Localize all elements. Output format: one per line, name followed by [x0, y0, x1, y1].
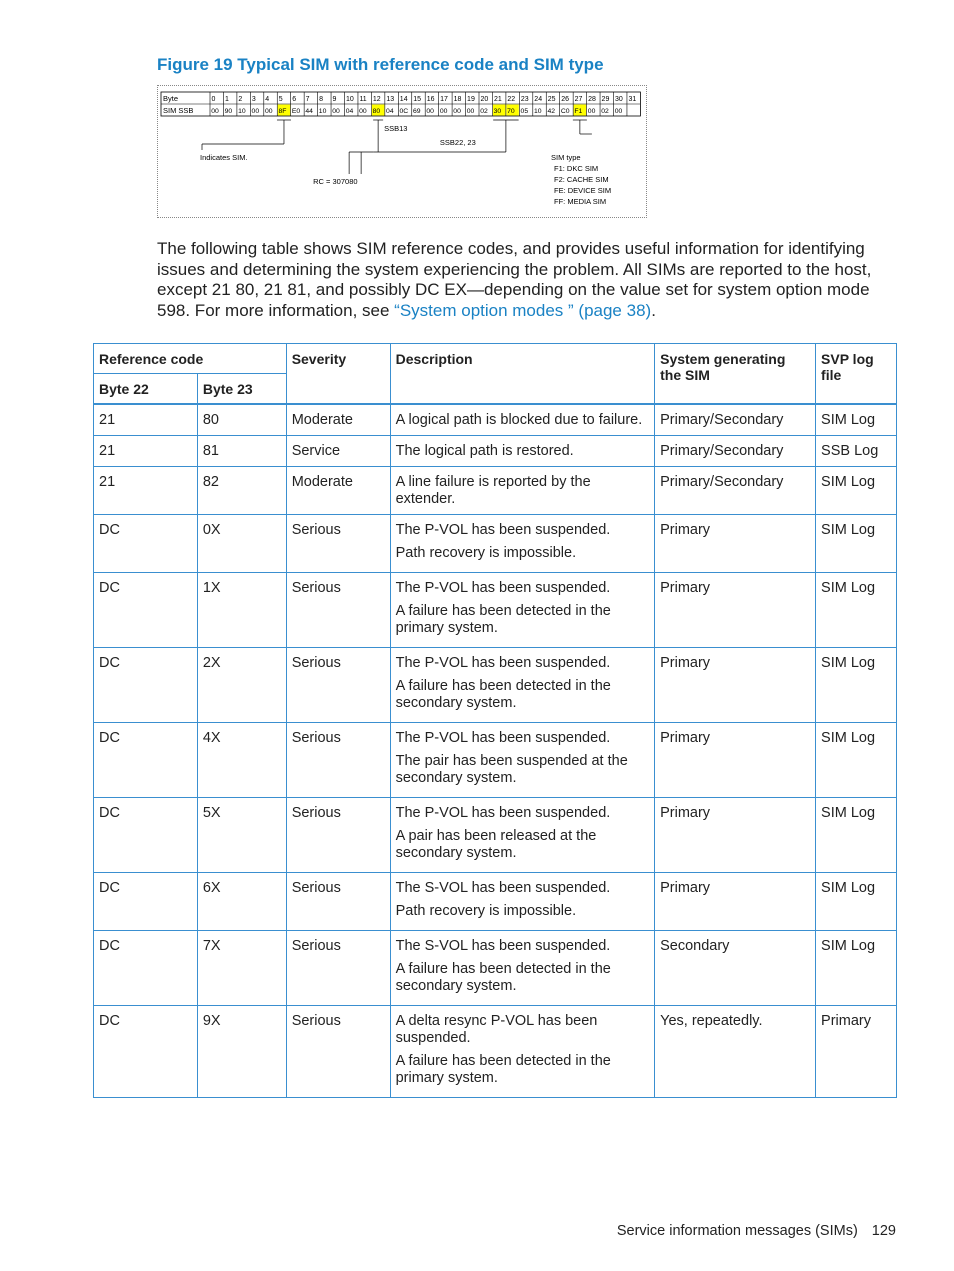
cell-byte22: DC — [94, 515, 198, 573]
byte-index: 4 — [265, 96, 270, 103]
byte-index: 21 — [493, 96, 502, 103]
cell-byte23: 5X — [197, 798, 286, 873]
byte-index: 29 — [601, 96, 610, 103]
byte-value: 00 — [439, 108, 448, 115]
byte-index: 5 — [278, 96, 283, 103]
cell-system: Primary/Secondary — [655, 436, 816, 467]
byte-value: 00 — [426, 108, 434, 115]
footer-section: Service information messages (SIMs) — [616, 1223, 858, 1239]
description-line: The S-VOL has been suspended. — [395, 880, 611, 896]
cell-severity: Service — [286, 436, 390, 467]
byte-index: 11 — [359, 96, 367, 103]
cell-byte22: 21 — [94, 404, 198, 436]
byte-index: 19 — [467, 96, 475, 103]
description-line: The logical path is restored. — [395, 443, 574, 459]
table-row — [94, 798, 897, 873]
byte-value: 42 — [547, 108, 556, 115]
byte-index: 24 — [534, 96, 543, 103]
sim-type-item: F2: CACHE SIM — [554, 175, 609, 184]
ssb2223-label: SSB22, 23 — [439, 138, 476, 147]
page-footer — [617, 1223, 896, 1239]
description-line: The P-VOL has been suspended. — [395, 580, 611, 596]
byte-value: C0 — [560, 108, 570, 115]
cell-byte22: DC — [94, 648, 198, 723]
cell-description — [390, 648, 655, 723]
header-reference-code: Reference code — [94, 344, 287, 374]
description-line: A failure has been detected in the primary system. — [395, 1053, 611, 1086]
cell-svp-log: SIM Log — [816, 648, 897, 723]
table-row — [94, 467, 897, 515]
cell-svp-log: Primary — [816, 1006, 897, 1098]
cell-byte23: 1X — [197, 573, 286, 648]
header-system: System generating the SIM — [655, 344, 816, 405]
description-line: The S-VOL has been suspended. — [395, 938, 611, 954]
byte-index: 12 — [372, 96, 381, 103]
figure-caption: Figure 19 Typical SIM with reference code and SIM type — [157, 55, 604, 74]
description-line: Path recovery is impossible. — [395, 903, 577, 919]
sim-type-item: FF: MEDIA SIM — [554, 197, 607, 206]
byte-value: 02 — [601, 108, 609, 115]
cell-severity: Serious — [286, 723, 390, 798]
byte-value: 00 — [466, 108, 475, 115]
description-line: Path recovery is impossible. — [395, 545, 577, 561]
byte-index: 15 — [413, 96, 422, 103]
byte-value: 10 — [534, 108, 542, 115]
cell-system: Yes, repeatedly. — [655, 1006, 816, 1098]
byte-index: 26 — [561, 96, 569, 103]
byte-index: 13 — [386, 96, 395, 103]
byte-value: 69 — [412, 108, 421, 115]
byte-index: 17 — [440, 96, 448, 103]
description-line: A pair has been released at the secondary system. — [395, 828, 597, 861]
description-line: A logical path is blocked due to failure. — [395, 412, 643, 428]
table-row — [94, 873, 897, 931]
byte-value: F1 — [574, 108, 583, 115]
description-line: A failure has been detected in the secondary system. — [395, 961, 611, 994]
description-line: The P-VOL has been suspended. — [395, 730, 611, 746]
byte-index: 22 — [507, 96, 516, 103]
byte-index: 31 — [628, 96, 637, 103]
cell-svp-log: SIM Log — [816, 798, 897, 873]
byte-index: 27 — [574, 96, 583, 103]
cell-severity: Serious — [286, 1006, 390, 1098]
byte-index: 20 — [480, 96, 489, 103]
table-row — [94, 404, 897, 436]
cell-svp-log: SIM Log — [816, 931, 897, 1006]
byte-value: 0C — [399, 108, 409, 115]
cell-severity: Serious — [286, 931, 390, 1006]
byte-value: 10 — [318, 108, 327, 115]
table-row — [94, 723, 897, 798]
description-line: A failure has been detected in the primary system. — [395, 603, 611, 636]
cell-system: Primary — [655, 798, 816, 873]
cell-byte22: 21 — [94, 436, 198, 467]
byte-value: 10 — [238, 108, 246, 115]
cell-byte23: 81 — [197, 436, 286, 467]
cell-byte22: 21 — [94, 467, 198, 515]
cell-byte22: DC — [94, 873, 198, 931]
byte-value: 00 — [265, 108, 273, 115]
byte-value: 00 — [211, 108, 219, 115]
byte-value: 00 — [332, 108, 340, 115]
byte-value: 00 — [359, 108, 367, 115]
cell-description — [390, 515, 655, 573]
byte-index: 28 — [588, 96, 596, 103]
header-severity: Severity — [286, 344, 390, 405]
cell-byte22: DC — [94, 931, 198, 1006]
cell-description — [390, 873, 655, 931]
cell-description — [390, 467, 655, 515]
cell-system: Primary/Secondary — [655, 467, 816, 515]
cell-byte23: 7X — [197, 931, 286, 1006]
byte-index: 6 — [292, 96, 297, 103]
byte-index: 30 — [615, 96, 623, 103]
description-line: A line failure is reported by the extender. — [395, 474, 591, 507]
table-row — [94, 515, 897, 573]
cell-byte22: DC — [94, 798, 198, 873]
byte-value: 30 — [493, 108, 502, 115]
intro-paragraph — [157, 239, 887, 321]
header-svp-log: SVP log file — [816, 344, 897, 405]
cell-description — [390, 436, 655, 467]
cell-description — [390, 573, 655, 648]
cell-description — [390, 1006, 655, 1098]
byte-value: 04 — [345, 108, 354, 115]
byte-index: 18 — [453, 96, 462, 103]
page-number: 129 — [871, 1223, 896, 1239]
cell-system: Primary — [655, 515, 816, 573]
cell-svp-log: SIM Log — [816, 873, 897, 931]
cell-byte23: 82 — [197, 467, 286, 515]
byte-index: 10 — [346, 96, 354, 103]
cell-description — [390, 798, 655, 873]
byte-index: 25 — [547, 96, 556, 103]
byte-value: 05 — [520, 108, 529, 115]
table-row — [94, 1006, 897, 1098]
cell-byte23: 4X — [197, 723, 286, 798]
cell-severity: Moderate — [286, 404, 390, 436]
cell-byte23: 6X — [197, 873, 286, 931]
byte-value: 04 — [386, 108, 394, 115]
cell-byte22: DC — [94, 1006, 198, 1098]
byte-index: 1 — [224, 96, 229, 103]
cell-svp-log: SIM Log — [816, 515, 897, 573]
ssb13-label: SSB13 — [384, 124, 408, 133]
description-line: A delta resync P-VOL has been suspended. — [395, 1013, 598, 1046]
ssb-row-label: SIM SSB — [163, 106, 194, 115]
cell-severity: Serious — [286, 648, 390, 723]
byte-index: 3 — [251, 96, 256, 103]
intro-text: The following table shows SIM reference codes, and provides useful information for identifying issues and determining the system experiencing the problem. All SIMs are reported to the host, except 21 80, 21 81, and possibly DC EX—depending on the value set for system option mode 598. For more information, see — [157, 239, 872, 320]
byte-index: 16 — [426, 96, 435, 103]
table-body — [94, 404, 897, 1098]
byte-value: 00 — [453, 108, 461, 115]
cell-byte22: DC — [94, 573, 198, 648]
cell-svp-log: SIM Log — [816, 723, 897, 798]
cell-byte23: 80 — [197, 404, 286, 436]
cell-svp-log: SSB Log — [816, 436, 897, 467]
description-line: The pair has been suspended at the secondary system. — [395, 753, 628, 786]
byte-value: 00 — [587, 108, 596, 115]
cell-byte23: 0X — [197, 515, 286, 573]
intro-end: . — [651, 300, 656, 320]
cell-svp-log: SIM Log — [816, 573, 897, 648]
byte-value: 80 — [372, 108, 381, 115]
byte-value: E0 — [291, 108, 301, 115]
byte-index: 9 — [332, 96, 337, 103]
sim-type-item: FE: DEVICE SIM — [554, 186, 612, 195]
byte-value: 70 — [507, 108, 515, 115]
byte-index: 7 — [305, 96, 310, 103]
cell-system: Primary — [655, 573, 816, 648]
header-byte23: Byte 23 — [197, 374, 286, 405]
byte-row-label: Byte — [163, 94, 179, 103]
sim-reference-table — [93, 343, 897, 1098]
cell-system: Primary — [655, 648, 816, 723]
cell-byte23: 2X — [197, 648, 286, 723]
cell-system: Primary/Secondary — [655, 404, 816, 436]
description-line: A failure has been detected in the secondary system. — [395, 678, 611, 711]
cell-system: Primary — [655, 873, 816, 931]
table-row — [94, 931, 897, 1006]
cell-severity: Serious — [286, 573, 390, 648]
cell-severity: Serious — [286, 873, 390, 931]
cell-severity: Serious — [286, 798, 390, 873]
table-row — [94, 436, 897, 467]
byte-value: 90 — [224, 108, 233, 115]
byte-index: 23 — [520, 96, 529, 103]
cell-severity: Moderate — [286, 467, 390, 515]
sim-diagram — [158, 86, 648, 219]
byte-index: 8 — [319, 96, 324, 103]
system-option-modes-link[interactable]: “System option modes ” (page 38) — [394, 300, 652, 320]
sim-type-item: F1: DKC SIM — [554, 164, 599, 173]
cell-svp-log: SIM Log — [816, 404, 897, 436]
cell-byte22: DC — [94, 723, 198, 798]
description-line: The P-VOL has been suspended. — [395, 522, 611, 538]
indicates-sim-label: Indicates SIM. — [200, 153, 248, 162]
header-description: Description — [390, 344, 655, 405]
cell-description — [390, 723, 655, 798]
header-byte22: Byte 22 — [94, 374, 198, 405]
byte-value: 44 — [305, 108, 313, 115]
sim-type-title: SIM type — [551, 153, 581, 162]
cell-system: Primary — [655, 723, 816, 798]
sim-figure — [157, 85, 647, 218]
description-line: The P-VOL has been suspended. — [395, 805, 611, 821]
byte-index: 14 — [399, 96, 408, 103]
description-line: The P-VOL has been suspended. — [395, 655, 611, 671]
byte-index: 2 — [238, 96, 243, 103]
rc-label: RC = 307080 — [313, 177, 358, 186]
cell-severity: Serious — [286, 515, 390, 573]
byte-value: 00 — [251, 108, 260, 115]
byte-index: 0 — [211, 96, 216, 103]
cell-byte23: 9X — [197, 1006, 286, 1098]
byte-value: 8F — [278, 108, 287, 115]
byte-value: 00 — [614, 108, 623, 115]
byte-value: 02 — [480, 108, 488, 115]
cell-description — [390, 404, 655, 436]
cell-svp-log: SIM Log — [816, 467, 897, 515]
cell-system: Secondary — [655, 931, 816, 1006]
cell-description — [390, 931, 655, 1006]
table-row — [94, 648, 897, 723]
table-row — [94, 573, 897, 648]
